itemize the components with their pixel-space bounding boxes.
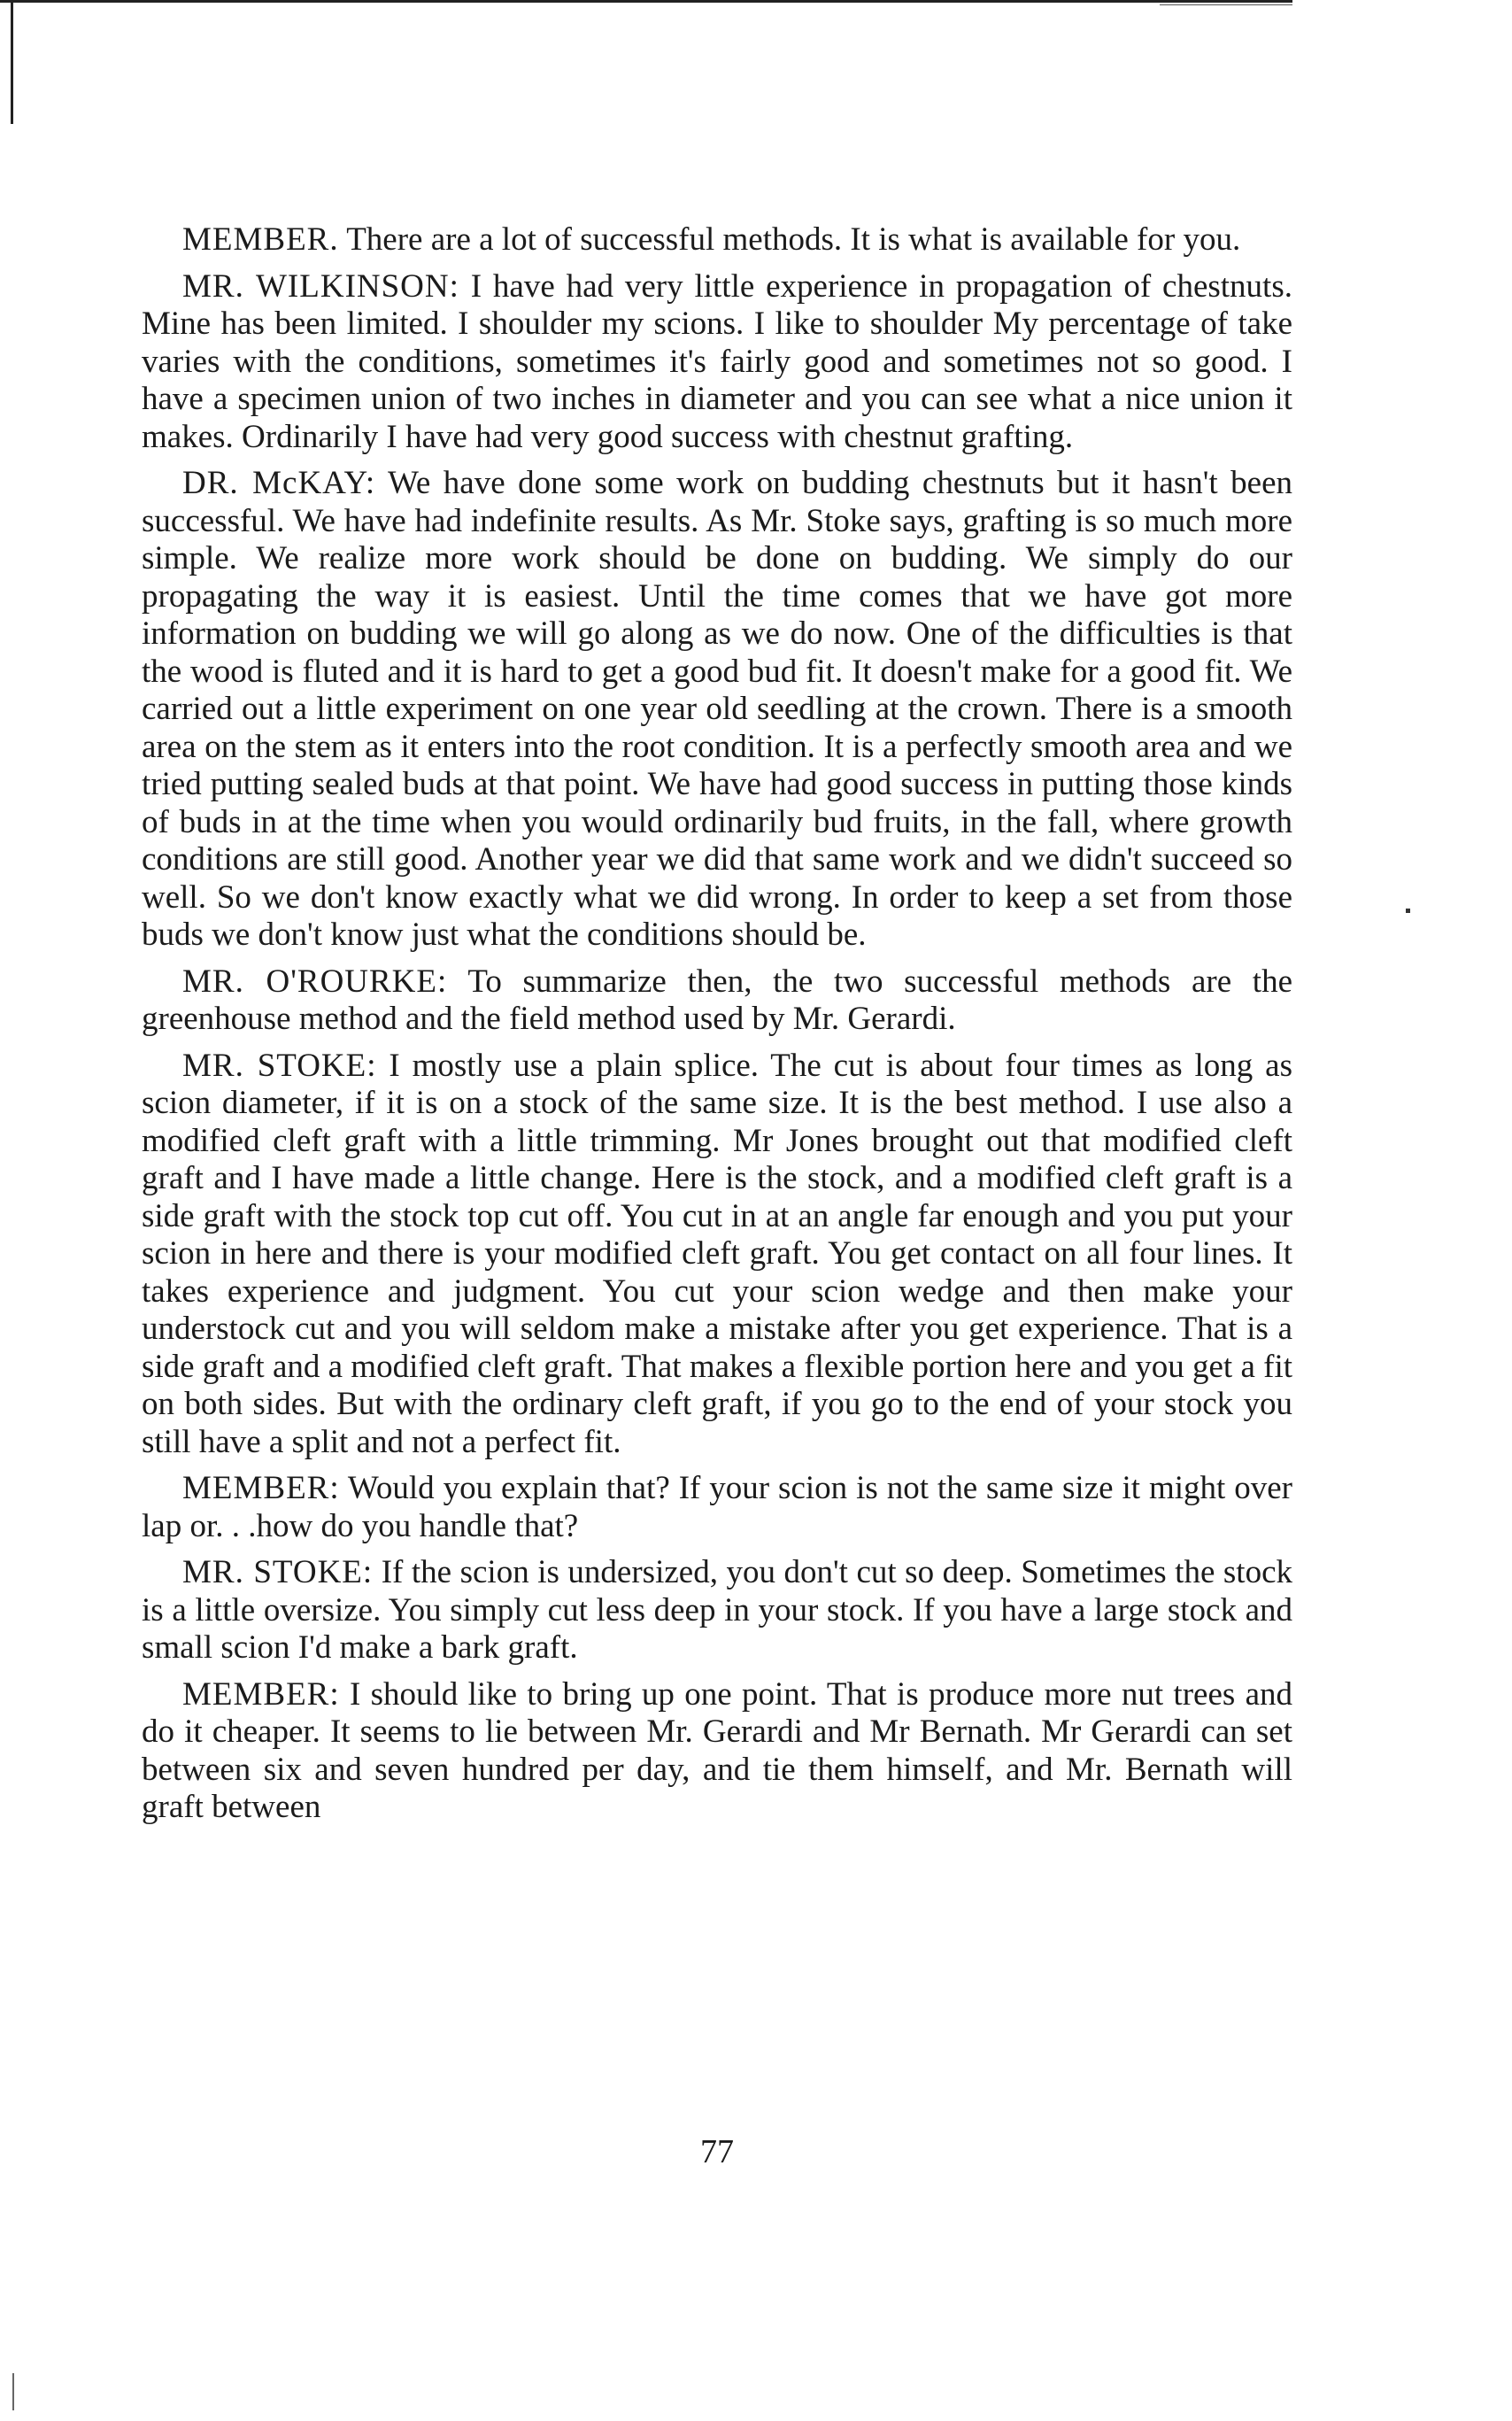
speaker-label: MEMBER. <box>182 221 339 258</box>
speaker-label: MR. STOKE: <box>182 1554 374 1590</box>
page-number: 77 <box>700 2133 734 2170</box>
paragraph-orourke <box>142 963 1292 1039</box>
speaker-label: MR. WILKINSON: <box>182 267 459 305</box>
speaker-label: MEMBER: <box>182 1675 340 1713</box>
paragraph-member-3 <box>142 1676 1292 1827</box>
top-border-thin-rule <box>1160 4 1292 5</box>
paragraph-stoke-1 <box>142 1048 1292 1462</box>
paragraph-member-2 <box>142 1470 1292 1545</box>
paragraph-text: I mostly use a plain splice. The cut is about four times as long as scion diameter, if it is on a stock of the same size. It is the best method. I use also a modified cleft graft with a little trimming. Mr Jones brought out that modified cleft graft and I have made a little change. Here is the stock, and a modified cleft graft is a side graft with the stock top cut off. You cut in at an angle far enough and you put your scion in here and there is your modified cleft graft. You get contact on all four lines. It takes experience and judgment. You cut your scion wedge and then make your understock cut and you will seldom make a mistake after you get experience. That is a side graft and a modified cleft graft. That makes a flexible portion here and you get a fit on both sides. But with the ordinary cleft graft, if you go to the end of your stock you still have a split and not a perfect fit. <box>142 1047 1293 1460</box>
paragraph-text: Would you explain that? If your scion is not the same size it might over lap or. . .how do you handle that? <box>142 1470 1292 1544</box>
paragraph-text: If the scion is undersized, you don't cut so deep. Sometimes the stock is a little oversize. You simply cut less deep in your stock. If you have a large stock and small scion I'd make a bark graft. <box>142 1554 1293 1666</box>
paragraph-text: I have had very little experience in propagation of chestnuts. Mine has been limited. I shoulder my scions. I like to shoulder My percentage of take varies with the conditions, sometimes it's fairly good and sometimes not so good. I have a specimen union of two inches in diameter and you can see what a nice union it makes. Ordinarily I have had very good success with chestnut grafting. <box>142 267 1292 455</box>
paragraph-member-1 <box>142 221 1292 259</box>
paragraph-mckay <box>142 465 1292 955</box>
left-margin-mark <box>12 2373 14 2410</box>
paragraph-text: There are a lot of successful methods. It is what is available for you. <box>346 221 1241 258</box>
speaker-label: MEMBER: <box>182 1470 340 1506</box>
speaker-label: MR. STOKE: <box>182 1047 377 1084</box>
left-border-rule <box>11 0 13 124</box>
margin-speck <box>1406 909 1410 913</box>
transcript-body <box>142 221 1292 1836</box>
speaker-label: MR. O'ROURKE: <box>182 963 448 1000</box>
speaker-label: DR. McKAY: <box>182 465 376 501</box>
top-border-rule <box>0 0 1292 3</box>
paragraph-text: We have done some work on budding chestnuts but it hasn't been successful. We have had indefinite results. As Mr. Stoke says, grafting is so much more simple. We realize more work should be done on budding. We simply do our propagating the way it is easiest. Until the time comes that we have got more information on budding we will go along as we do now. One of the difficulties is that the wood is fluted and it is hard to get a good bud fit. It doesn't make for a good fit. We carried out a little experiment on one year old seedling at the crown. There is a smooth area on the stem as it enters into the root condition. It is a perfectly smooth area and we tried putting sealed buds at that point. We have had good success in putting those kinds of buds in at the time when you would ordinarily bud fruits, in the fall, where growth conditions are still good. Another year we did that same work and we didn't succeed so well. So we don't know exactly what we did wrong. In order to keep a set from those buds we don't know just what the conditions should be. <box>142 465 1292 953</box>
paragraph-wilkinson <box>142 268 1292 457</box>
paragraph-text: I should like to bring up one point. That is produce more nut trees and do it cheaper. It seems to lie between Mr. Gerardi and Mr Bernath. Mr Gerardi can set between six and seven hundred per day, and tie them himself, and Mr. Bernath will graft between <box>142 1675 1293 1825</box>
paragraph-text: To summarize then, the two successful methods are the greenhouse method and the field method used by Mr. Gerardi. <box>142 963 1292 1037</box>
paragraph-stoke-2 <box>142 1554 1292 1667</box>
